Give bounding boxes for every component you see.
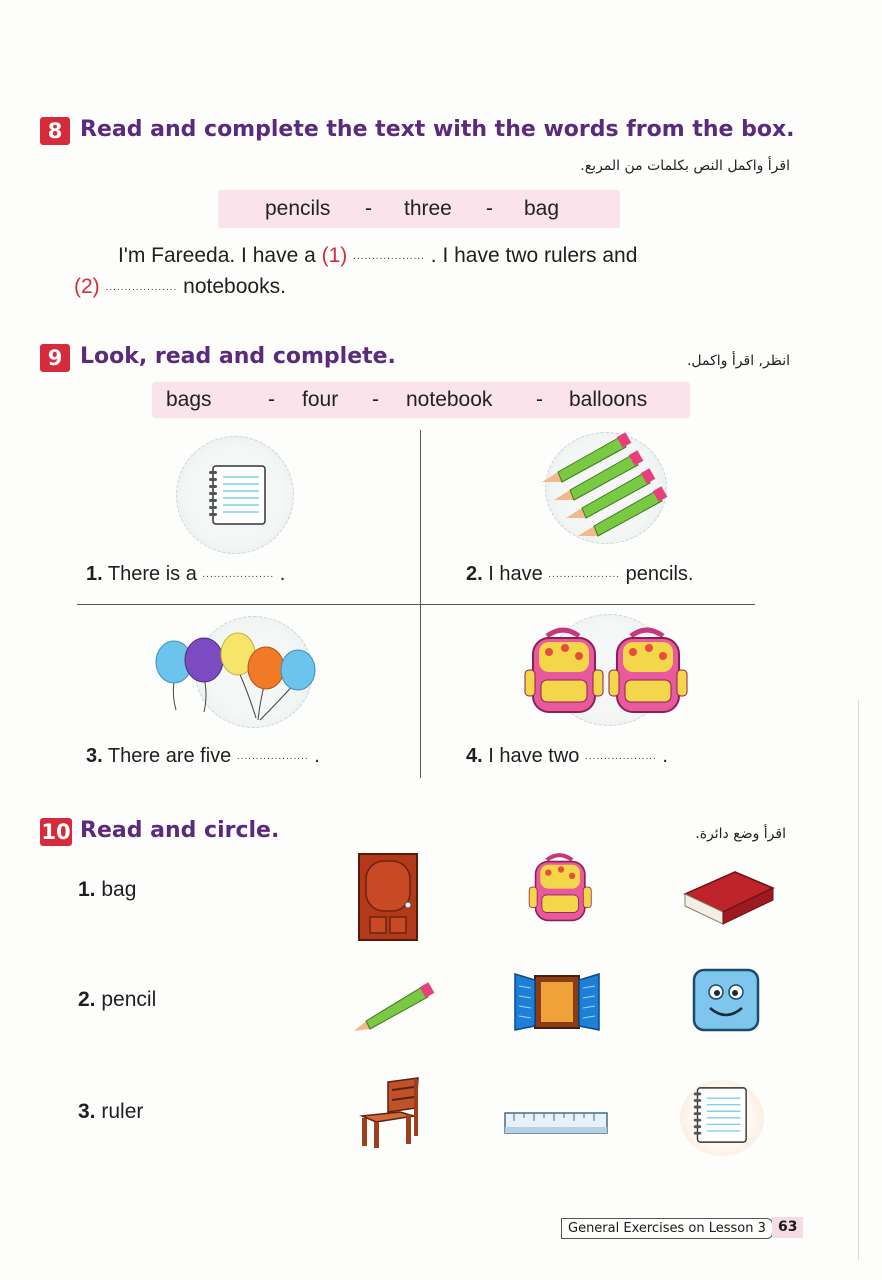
word-separator: - bbox=[536, 388, 543, 411]
blank-2[interactable]: ................... bbox=[105, 282, 178, 293]
exercise-9-arabic-instruction: انظر, اقرأ واكمل. bbox=[686, 353, 790, 369]
item-word: ruler bbox=[101, 1100, 144, 1123]
exercise-9-sentence-1 bbox=[86, 563, 285, 586]
exercise-9-title: Look, read and complete. bbox=[80, 344, 396, 369]
blank[interactable]: ................... bbox=[548, 569, 621, 580]
word-separator: - bbox=[365, 197, 372, 220]
sentence-part: There are five bbox=[107, 745, 232, 767]
item-word: bag bbox=[101, 878, 137, 901]
item-number: 2. bbox=[466, 563, 483, 585]
exercise-8-title: Read and complete the text with the words from the box. bbox=[80, 117, 795, 142]
sentence-part: I have bbox=[488, 563, 543, 585]
page-number: 63 bbox=[772, 1217, 803, 1238]
sentence-part: . bbox=[662, 745, 668, 767]
word-pencils: pencils bbox=[265, 197, 331, 220]
blank-number-2: (2) bbox=[74, 275, 100, 298]
item-number: 4. bbox=[466, 745, 483, 767]
exercise-10-arabic-instruction: اقرأ وضع دائرة. bbox=[695, 826, 786, 842]
blank-number-1: (1) bbox=[321, 244, 348, 267]
exercise-9-sentence-2 bbox=[466, 563, 693, 586]
ruler-option-icon[interactable] bbox=[504, 1111, 608, 1135]
exercise-10-item-3 bbox=[78, 1100, 143, 1124]
word-separator: - bbox=[268, 388, 275, 411]
sentence-part: I have two bbox=[488, 745, 580, 767]
exercise-9-sentence-4 bbox=[466, 745, 668, 768]
word-bag: bag bbox=[524, 197, 560, 220]
page-edge-line bbox=[858, 700, 859, 1260]
notebook-option-icon[interactable] bbox=[690, 1084, 748, 1146]
exercise-8-arabic-instruction: اقرأ واكمل النص بكلمات من المربع. bbox=[580, 158, 790, 174]
word-separator: - bbox=[372, 388, 379, 411]
exercise-10-item-1 bbox=[78, 878, 136, 902]
window-option-icon[interactable] bbox=[513, 970, 601, 1032]
footer-lesson-label: General Exercises on Lesson 3 bbox=[561, 1218, 773, 1239]
book-option-icon[interactable] bbox=[683, 866, 775, 928]
exercise-10-title: Read and circle. bbox=[80, 818, 280, 843]
exercise-9-word-box bbox=[152, 382, 690, 418]
blank[interactable]: ................... bbox=[236, 751, 309, 762]
exercise-9-number: 9 bbox=[40, 344, 70, 372]
word-three: three bbox=[404, 197, 452, 220]
word-four: four bbox=[302, 388, 339, 411]
blank-1[interactable]: ................... bbox=[353, 251, 425, 262]
eraser-face-option-icon[interactable] bbox=[692, 968, 760, 1032]
blank[interactable]: ................... bbox=[584, 751, 657, 762]
sentence-part: notebooks. bbox=[183, 275, 286, 298]
item-number: 3. bbox=[86, 745, 103, 767]
grid-horizontal-divider bbox=[77, 604, 755, 605]
five-balloons-icon bbox=[152, 630, 322, 726]
bag-option-icon[interactable] bbox=[528, 852, 594, 922]
word-notebook: notebook bbox=[406, 388, 493, 411]
sentence-part: pencils. bbox=[625, 563, 694, 585]
sentence-part: . I have two rulers and bbox=[430, 244, 638, 267]
item-number: 3. bbox=[78, 1100, 96, 1123]
sentence-part: I'm Fareeda. I have a bbox=[118, 244, 316, 267]
exercise-8-number: 8 bbox=[40, 117, 70, 145]
item-number: 1. bbox=[86, 563, 103, 585]
exercise-10-number: 10 bbox=[41, 820, 71, 844]
item-word: pencil bbox=[101, 988, 157, 1011]
word-bags: bags bbox=[166, 388, 212, 411]
exercise-8-line-1 bbox=[118, 244, 637, 268]
chair-option-icon[interactable] bbox=[358, 1078, 422, 1150]
notebook-icon bbox=[205, 463, 267, 527]
sentence-part: . bbox=[279, 563, 286, 585]
word-separator: - bbox=[486, 197, 493, 220]
exercise-8-line-2 bbox=[74, 275, 286, 299]
exercise-10-item-2 bbox=[78, 988, 156, 1012]
exercise-9-sentence-3 bbox=[86, 745, 320, 768]
word-balloons: balloons bbox=[569, 388, 648, 411]
blank[interactable]: ................... bbox=[202, 569, 275, 580]
door-option-icon[interactable] bbox=[358, 853, 418, 941]
item-number: 2. bbox=[78, 988, 96, 1011]
four-pencils-icon bbox=[540, 432, 680, 537]
sentence-part: . bbox=[314, 745, 320, 767]
exercise-8-word-box bbox=[218, 190, 620, 228]
sentence-part: There is a bbox=[107, 563, 197, 585]
pencil-option-icon[interactable] bbox=[352, 983, 436, 1033]
item-number: 1. bbox=[78, 878, 96, 901]
two-bags-icon bbox=[525, 626, 690, 718]
